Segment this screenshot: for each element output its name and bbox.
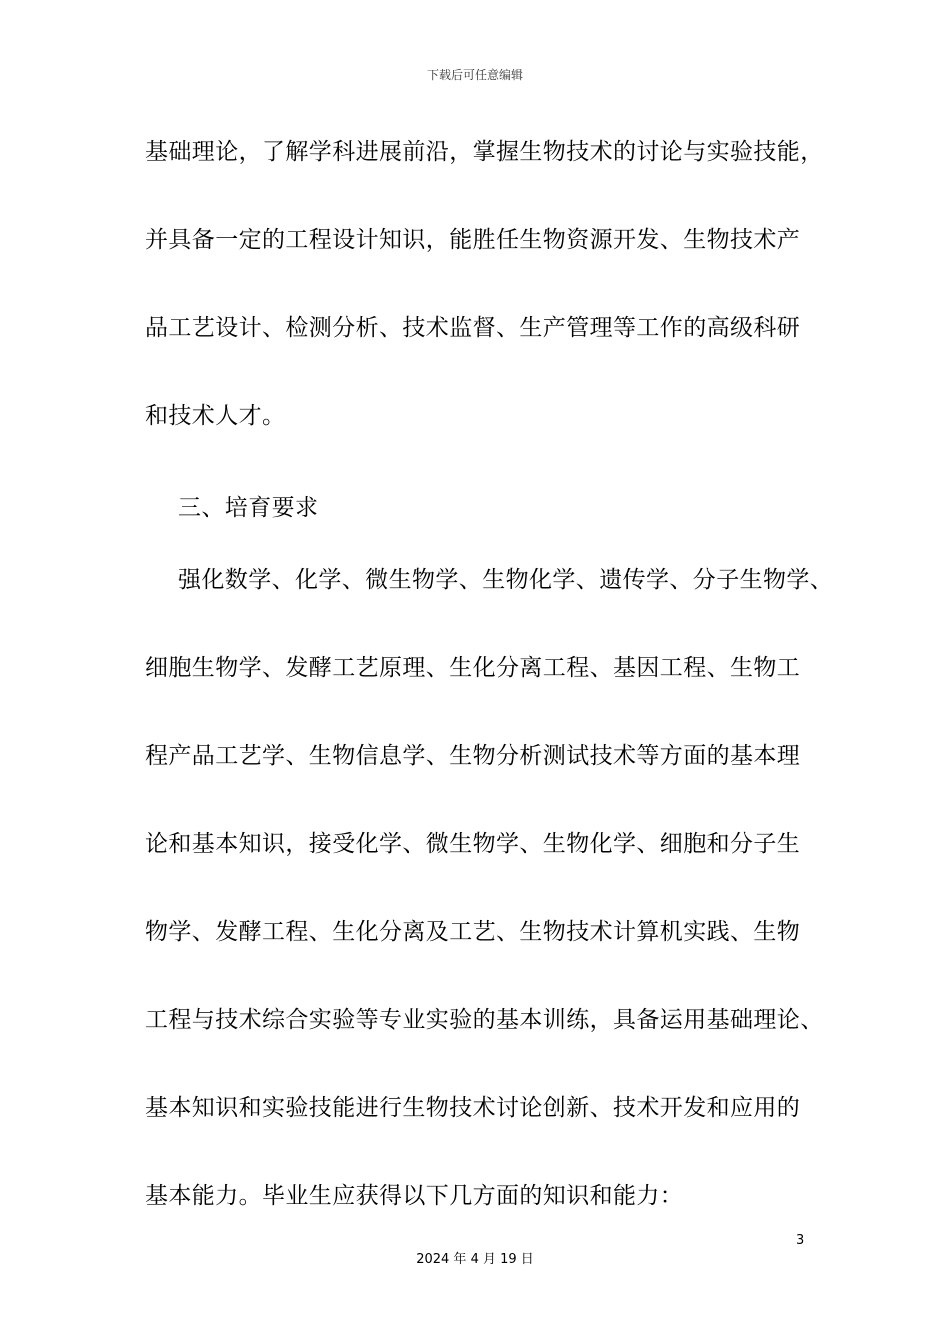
text-line: 细胞生物学、发酵工艺原理、生化分离工程、基因工程、生物工 [145,655,801,681]
section-heading: 三、培育要求 [178,495,319,521]
page-number: 3 [796,1233,805,1248]
text-line: 并具备一定的工程设计知识，能胜任生物资源开发、生物技术产 [145,227,801,253]
page-footer-date: 2024 年 4 月 19 日 [416,1252,534,1267]
text-line: 程产品工艺学、生物信息学、生物分析测试技术等方面的基本理 [145,743,801,769]
page-header: 下载后可任意编辑 [426,68,523,82]
text-line: 基础理论，了解学科进展前沿，掌握生物技术的讨论与实验技能， [145,139,824,165]
text-line: 品工艺设计、检测分析、技术监督、生产管理等工作的高级科研 [145,315,801,341]
paragraph-continued [145,108,835,460]
text-line: 基本能力。毕业生应获得以下几方面的知识和能力： [145,1183,684,1209]
text-line: 物学、发酵工程、生化分离及工艺、生物技术计算机实践、生物 [145,919,801,945]
text-line: 和技术人才。 [145,403,286,429]
text-line: 论和基本知识，接受化学、微生物学、生物化学、细胞和分子生 [145,831,801,857]
text-line: 工程与技术综合实验等专业实验的基本训练，具备运用基础理论、 [145,1007,824,1033]
text-line: 基本知识和实验技能进行生物技术讨论创新、技术开发和应用的 [145,1095,801,1121]
text-line: 强化数学、化学、微生物学、生物化学、遗传学、分子生物学、 [178,567,834,593]
paragraph-requirements [145,536,835,1240]
